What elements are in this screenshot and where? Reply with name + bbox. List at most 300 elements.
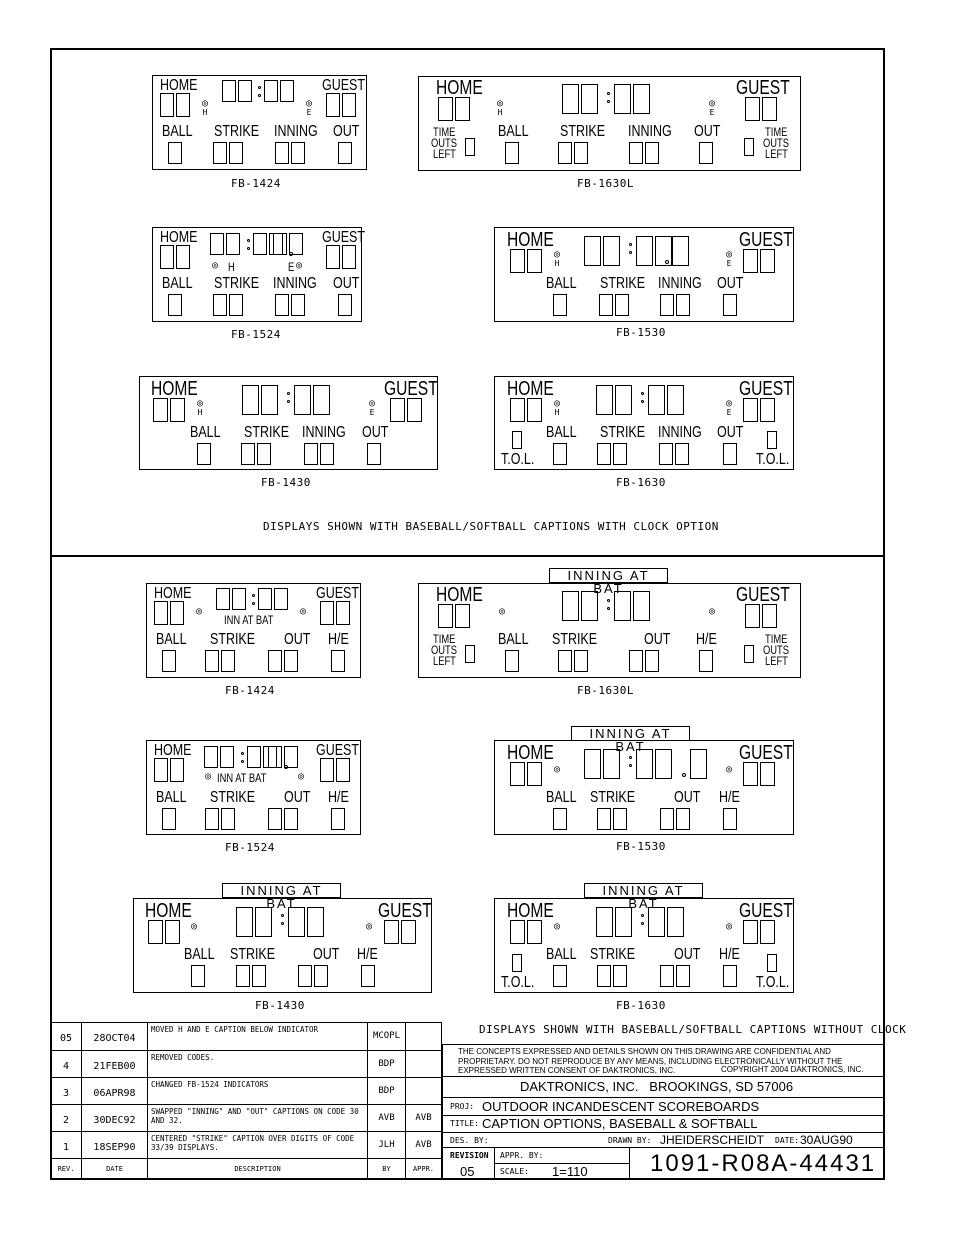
possession-indicator-icon: ⌾ E	[369, 399, 376, 417]
caption: BALL	[498, 123, 529, 140]
note-without-clock: DISPLAYS SHOWN WITH BASEBALL/SOFTBALL CAPTIONS WITHOUT CLOCK	[479, 1023, 907, 1036]
indicator-caption: E	[369, 408, 375, 417]
digit	[320, 443, 334, 465]
caption: STRIKE	[600, 275, 646, 292]
digit	[261, 385, 278, 415]
decimal-dot	[284, 765, 288, 769]
digit	[512, 954, 522, 972]
caption: H/E	[328, 631, 349, 648]
digit	[581, 84, 598, 114]
digit	[743, 398, 758, 422]
digit	[655, 236, 672, 266]
digit	[603, 236, 620, 266]
digit	[438, 97, 453, 121]
caption: GUEST	[739, 742, 793, 764]
digit	[553, 294, 567, 316]
digit	[221, 650, 235, 672]
digit	[407, 398, 422, 422]
digit	[220, 746, 234, 768]
caption: INNING	[273, 275, 317, 292]
digit	[336, 758, 350, 782]
caption: STRIKE	[210, 631, 256, 648]
caption: OUTS	[431, 643, 458, 657]
caption: STRIKE	[552, 631, 598, 648]
rev-date: 21FEB00	[93, 1061, 136, 1072]
digit	[280, 80, 294, 102]
digit	[699, 650, 713, 672]
caption: STRIKE	[230, 946, 276, 963]
caption: STRIKE	[590, 946, 636, 963]
digit	[636, 236, 653, 266]
digit	[338, 142, 352, 164]
caption: OUT	[362, 424, 389, 441]
digit	[633, 591, 650, 621]
caption: STRIKE	[600, 424, 646, 441]
digit	[510, 249, 525, 273]
caption: BALL	[184, 946, 215, 963]
digit	[275, 294, 289, 316]
digit	[527, 920, 542, 944]
digit	[723, 965, 737, 987]
digit	[384, 920, 399, 944]
by-header: BY	[382, 1165, 391, 1173]
caption: TIME	[433, 632, 456, 646]
caption: HOME	[507, 742, 554, 764]
confidential-notice: THE CONCEPTS EXPRESSED AND DETAILS SHOWN ON THIS DRAWING ARE CONFIDENTIAL AND PROPRIETARY. DO NOT REPRODUCE BY ANY MEANS, INCLUDING ELECTRONICALLY WITHOUT THE EXPRESSED WRITTEN CONSENT OF DAKTRONICS, INC.	[458, 1047, 843, 1075]
digit	[615, 385, 632, 415]
colon	[641, 912, 645, 928]
caption: BALL	[190, 424, 221, 441]
digit	[162, 808, 176, 830]
digit	[655, 749, 672, 779]
digit	[176, 93, 190, 117]
caption: LEFT	[765, 654, 788, 668]
caption: HOME	[507, 900, 554, 922]
caption: OUTS	[431, 136, 458, 150]
digit	[584, 236, 601, 266]
digit	[558, 650, 572, 672]
digit	[603, 749, 620, 779]
caption: T.O.L.	[501, 451, 535, 468]
rev-number: 2	[62, 1115, 70, 1126]
caption: OUT	[674, 946, 701, 963]
digit	[645, 142, 659, 164]
digit	[291, 294, 305, 316]
digit	[597, 808, 611, 830]
digit	[629, 142, 643, 164]
inning-at-bat-banner: INNING AT BAT	[571, 726, 690, 741]
digit	[614, 84, 631, 114]
rev-date: 06APR98	[93, 1088, 136, 1099]
digit	[313, 385, 330, 415]
digit	[273, 233, 287, 255]
digit	[527, 398, 542, 422]
possession-indicator-icon: ⌾ E	[306, 99, 313, 117]
rev-by: BDP	[378, 1059, 395, 1069]
possession-indicator-icon: ⌾	[554, 765, 561, 776]
caption: BALL	[546, 275, 577, 292]
digit	[160, 245, 174, 269]
caption: H/E	[696, 631, 717, 648]
model-label: FB-1530	[616, 840, 666, 853]
caption: TIME	[765, 632, 788, 646]
caption: HOME	[145, 900, 192, 922]
digit	[298, 965, 312, 987]
colon	[281, 912, 285, 928]
digit	[723, 443, 737, 465]
model-label: FB-1424	[225, 684, 275, 697]
digit	[613, 965, 627, 987]
possession-indicator-icon: ⌾	[726, 922, 733, 933]
caption: STRIKE	[560, 123, 606, 140]
caption: OUT	[694, 123, 721, 140]
possession-indicator-icon: ⌾	[196, 607, 203, 618]
caption: T.O.L.	[501, 974, 535, 991]
possession-indicator-icon: ⌾ E	[709, 99, 716, 117]
digit	[304, 443, 318, 465]
possession-indicator-icon: ⌾ H	[554, 250, 561, 268]
des-label: DES. BY:	[450, 1136, 489, 1145]
digit	[229, 142, 243, 164]
digit	[331, 650, 345, 672]
possession-indicator-icon: ⌾	[300, 607, 307, 618]
digit	[599, 294, 613, 316]
digit	[274, 588, 288, 610]
colon	[607, 597, 611, 613]
digit	[762, 97, 777, 121]
caption: H/E	[719, 789, 740, 806]
possession-indicator-icon: ⌾ H	[554, 399, 561, 417]
decimal-dot	[665, 260, 669, 264]
digit	[760, 920, 775, 944]
digit	[633, 84, 650, 114]
description-header: DESCRIPTION	[234, 1165, 281, 1173]
caption: GUEST	[316, 585, 359, 602]
caption: STRIKE	[214, 275, 260, 292]
colon	[641, 390, 645, 406]
caption: H/E	[719, 946, 740, 963]
copyright: COPYRIGHT 2004 DAKTRONICS, INC.	[721, 1065, 864, 1074]
colon	[241, 750, 245, 766]
caption: OUT	[717, 424, 744, 441]
digit	[574, 142, 588, 164]
model-label: FB-1630L	[577, 684, 634, 697]
drawing-title: CAPTION OPTIONS, BASEBALL & SOFTBALL	[482, 1116, 758, 1131]
digit	[676, 808, 690, 830]
caption: HOME	[154, 742, 192, 759]
digit	[745, 97, 760, 121]
digit	[723, 294, 737, 316]
model-label: FB-1430	[261, 476, 311, 489]
digit	[326, 93, 340, 117]
revision-number: 05	[460, 1164, 475, 1179]
digit	[338, 294, 352, 316]
digit	[170, 758, 184, 782]
digit	[660, 808, 674, 830]
caption: LEFT	[433, 654, 456, 668]
digit	[510, 398, 525, 422]
digit	[744, 138, 754, 156]
digit	[284, 808, 298, 830]
digit	[320, 601, 334, 625]
indicator-caption: E	[726, 408, 732, 417]
appr-header: APPR.	[412, 1165, 435, 1173]
scale-label: SCALE:	[500, 1167, 529, 1176]
rev-appr: AVB	[415, 1140, 432, 1150]
indicator-caption: H	[197, 408, 203, 417]
caption: OUT	[284, 789, 311, 806]
digit	[367, 443, 381, 465]
digit	[153, 398, 168, 422]
digit	[236, 965, 250, 987]
digit	[213, 142, 227, 164]
digit	[342, 93, 356, 117]
colon	[258, 84, 262, 100]
digit	[170, 398, 185, 422]
digit	[268, 650, 282, 672]
rev-date: 18SEP90	[93, 1142, 136, 1153]
digit	[213, 294, 227, 316]
rev-description: CHANGED FB-1524 INDICATORS	[151, 1080, 269, 1089]
caption: INNING	[628, 123, 672, 140]
digit	[229, 294, 243, 316]
digit	[238, 80, 252, 102]
digit	[257, 443, 271, 465]
possession-indicator-icon: ⌾ H	[497, 99, 504, 117]
caption: TIME	[433, 125, 456, 139]
caption: INNING	[658, 275, 702, 292]
possession-indicator-icon: ⌾	[726, 765, 733, 776]
caption: H/E	[357, 946, 378, 963]
digit	[264, 80, 278, 102]
drawn-date: 30AUG90	[800, 1133, 853, 1147]
caption: BALL	[162, 123, 193, 140]
caption: T.O.L.	[756, 974, 790, 991]
digit	[253, 233, 267, 255]
rev-number: 05	[59, 1033, 73, 1044]
caption: H/E	[328, 789, 349, 806]
caption: T.O.L.	[756, 451, 790, 468]
digit	[672, 236, 689, 266]
digit	[762, 604, 777, 628]
indicator-caption: H	[554, 408, 560, 417]
digit	[648, 385, 665, 415]
caption: OUT	[284, 631, 311, 648]
digit	[288, 907, 305, 937]
colon	[629, 754, 633, 770]
digit	[596, 907, 613, 937]
colon	[607, 90, 611, 106]
digit	[307, 907, 324, 937]
caption: HOME	[160, 229, 198, 246]
section-divider	[50, 555, 885, 557]
caption: STRIKE	[244, 424, 290, 441]
model-label: FB-1430	[255, 999, 305, 1012]
caption: E	[288, 260, 295, 274]
digit	[699, 142, 713, 164]
digit	[743, 762, 758, 786]
possession-indicator-icon: ⌾	[554, 922, 561, 933]
digit	[723, 808, 737, 830]
proj-label: PROJ:	[450, 1102, 475, 1111]
rev-by: MCOPL	[372, 1031, 401, 1041]
caption: HOME	[160, 77, 198, 94]
drawn-label: DRAWN BY:	[608, 1136, 652, 1145]
colon	[247, 237, 251, 253]
digit	[247, 746, 261, 768]
digit	[553, 443, 567, 465]
digit	[342, 245, 356, 269]
digit	[154, 601, 168, 625]
digit	[505, 650, 519, 672]
digit	[613, 808, 627, 830]
digit	[241, 443, 255, 465]
digit	[226, 233, 240, 255]
digit	[210, 233, 224, 255]
digit	[320, 758, 334, 782]
digit	[291, 142, 305, 164]
caption: LEFT	[765, 147, 788, 161]
possession-indicator-icon: ⌾	[205, 772, 212, 783]
digit	[660, 294, 674, 316]
rev-number: 4	[62, 1061, 70, 1072]
caption: HOME	[436, 584, 483, 606]
rev-number: 3	[62, 1088, 70, 1099]
caption: GUEST	[378, 900, 432, 922]
caption: INNING	[274, 123, 318, 140]
digit	[562, 591, 579, 621]
digit	[236, 907, 253, 937]
digit	[767, 954, 777, 972]
digit	[165, 920, 180, 944]
digit	[675, 443, 689, 465]
note-with-clock: DISPLAYS SHOWN WITH BASEBALL/SOFTBALL CAPTIONS WITH CLOCK OPTION	[263, 520, 719, 533]
digit	[614, 591, 631, 621]
rev-header: REV.	[57, 1165, 75, 1173]
digit	[160, 93, 174, 117]
digit	[760, 762, 775, 786]
digit	[268, 746, 282, 768]
digit	[275, 142, 289, 164]
caption: INNING	[302, 424, 346, 441]
digit	[168, 142, 182, 164]
digit	[574, 650, 588, 672]
caption: BALL	[546, 946, 577, 963]
caption: LEFT	[433, 147, 456, 161]
model-label: FB-1530	[616, 326, 666, 339]
drawing-number: 1091-R08A-44431	[650, 1150, 877, 1177]
caption: GUEST	[384, 378, 438, 400]
digit	[455, 604, 470, 628]
digit	[197, 443, 211, 465]
digit	[326, 245, 340, 269]
digit	[255, 907, 272, 937]
drawn-by: JHEIDERSCHEIDT	[660, 1133, 765, 1147]
caption: INN AT BAT	[224, 613, 274, 627]
digit	[760, 249, 775, 273]
caption: HOME	[507, 378, 554, 400]
caption: H	[228, 260, 235, 274]
digit	[553, 808, 567, 830]
caption: OUT	[313, 946, 340, 963]
model-label: FB-1630L	[577, 177, 634, 190]
rev-number: 1	[62, 1142, 70, 1153]
appr-label: APPR. BY:	[500, 1151, 544, 1160]
rev-date: 30DEC92	[93, 1115, 136, 1126]
digit	[222, 80, 236, 102]
digit	[744, 645, 754, 663]
possession-indicator-icon: ⌾ H	[197, 399, 204, 417]
digit	[331, 808, 345, 830]
digit	[204, 746, 218, 768]
digit	[455, 97, 470, 121]
digit	[361, 965, 375, 987]
possession-indicator-icon: ⌾	[212, 261, 219, 272]
rev-description: REMOVED CODES.	[151, 1053, 215, 1062]
caption: OUT	[644, 631, 671, 648]
digit	[527, 762, 542, 786]
digit	[581, 591, 598, 621]
caption: GUEST	[316, 742, 359, 759]
caption: HOME	[507, 229, 554, 251]
caption: HOME	[151, 378, 198, 400]
revision-label: REVISION	[450, 1151, 489, 1160]
possession-indicator-icon: ⌾	[499, 607, 506, 618]
digit	[562, 84, 579, 114]
title-label: TITLE:	[450, 1119, 479, 1128]
digit	[242, 385, 259, 415]
model-label: FB-1524	[225, 841, 275, 854]
rev-description: CENTERED "STRIKE" CAPTION OVER DIGITS OF CODE 33/39 DISPLAYS.	[151, 1134, 355, 1152]
rev-by: BDP	[378, 1086, 395, 1096]
caption: BALL	[546, 424, 577, 441]
digit	[645, 650, 659, 672]
possession-indicator-icon: ⌾	[298, 772, 305, 783]
rev-by: AVB	[378, 1113, 395, 1123]
digit	[597, 965, 611, 987]
caption: OUT	[717, 275, 744, 292]
digit	[676, 965, 690, 987]
caption: GUEST	[736, 77, 790, 99]
digit	[745, 604, 760, 628]
digit	[232, 588, 246, 610]
caption: INNING	[658, 424, 702, 441]
digit	[527, 249, 542, 273]
model-label: FB-1424	[231, 177, 281, 190]
digit	[176, 245, 190, 269]
digit	[154, 758, 168, 782]
digit	[667, 907, 684, 937]
digit	[636, 749, 653, 779]
caption: GUEST	[739, 229, 793, 251]
digit	[252, 965, 266, 987]
digit	[743, 249, 758, 273]
caption: BALL	[162, 275, 193, 292]
digit	[465, 645, 475, 663]
digit	[390, 398, 405, 422]
indicator-caption: H	[497, 108, 503, 117]
digit	[284, 650, 298, 672]
indicator-caption: E	[709, 108, 715, 117]
indicator-caption: E	[726, 259, 732, 268]
digit	[512, 431, 522, 449]
model-label: FB-1630	[616, 476, 666, 489]
digit	[505, 142, 519, 164]
possession-indicator-icon: ⌾	[709, 607, 716, 618]
digit	[268, 808, 282, 830]
colon	[629, 241, 633, 257]
rev-appr: AVB	[415, 1113, 432, 1123]
